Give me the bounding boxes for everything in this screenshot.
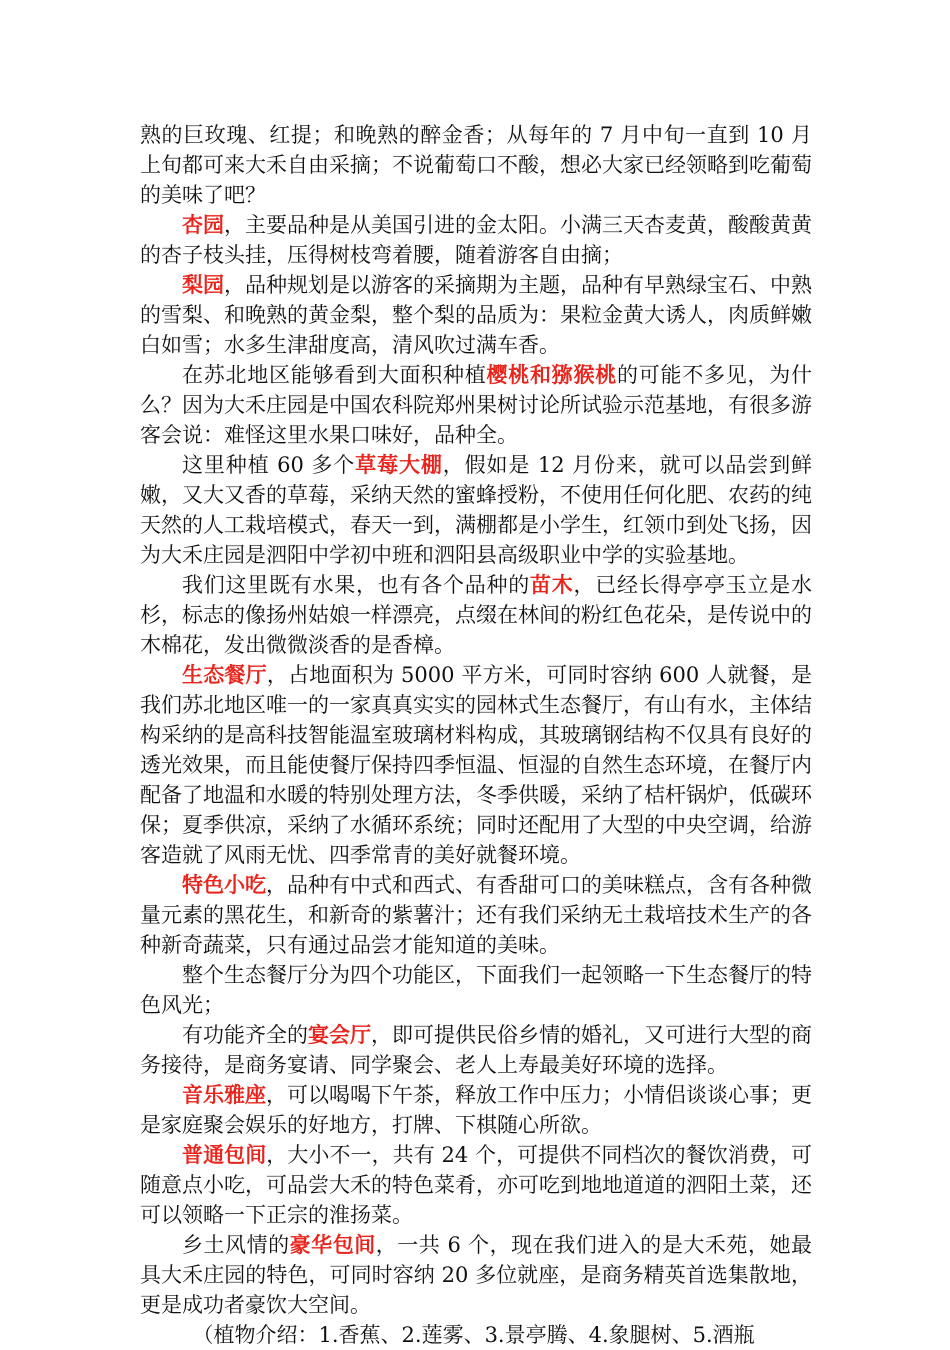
paragraph-text: ，品种规划是以游客的采摘期为主题，品种有早熟绿宝石、中熟的雪梨、和晚熟的黄金梨，整个梨的品质为：果粒金黄大诱人，肉质鲜嫩白如雪；水多生津甜度高，清风吹过满车香。 [140, 273, 812, 357]
highlight-nursery: 苗木 [530, 572, 574, 597]
highlight-music-lounge: 音乐雅座 [182, 1082, 266, 1107]
paragraph-text: 有功能齐全的 [182, 1023, 308, 1047]
paragraph-text: 熟的巨玫瑰、红提；和晚熟的醉金香；从每年的 7 月中旬一直到 10 月上旬都可来大禾自由采摘；不说葡萄口不酸，想必大家已经领略到吃葡萄的美味了吧？ [140, 123, 812, 207]
paragraph-luxury-rooms [140, 1230, 812, 1320]
paragraph-text: 在苏北地区能够看到大面积种植 [182, 363, 487, 387]
paragraph-snacks [140, 870, 812, 960]
paragraph-text: 整个生态餐厅分为四个功能区，下面我们一起领略一下生态餐厅的特色风光； [140, 963, 812, 1017]
highlight-banquet-hall: 宴会厅 [308, 1022, 371, 1047]
document-body [140, 120, 812, 1350]
highlight-cherry-kiwi: 樱桃和猕猴桃 [486, 362, 617, 387]
paragraph-plant-intro [140, 1320, 812, 1350]
paragraph-text: ，占地面积为 5000 平方米，可同时容纳 600 人就餐，是我们苏北地区唯一的一家真真实实的园林式生态餐厅，有山有水，主体结构采纳的是高科技智能温室玻璃材料构成，其玻璃钢结构不仅具有良好的透光效果，而且能使餐厅保持四季恒温、恒湿的自然生态环境，在餐厅内配备了地温和水暖的特别处理方法，冬季供暖，采纳了桔杆锅炉，低碳环保；夏季供凉，采纳了水循环系统；同时还配用了大型的中央空调，给游客造就了风雨无忧、四季常青的美好就餐环境。 [140, 663, 812, 867]
paragraph-pear-garden [140, 270, 812, 360]
highlight-snacks: 特色小吃 [182, 872, 266, 897]
highlight-pear-garden: 梨园 [182, 272, 224, 297]
paragraph-banquet-hall [140, 1020, 812, 1080]
paragraph-text: ，一共 6 个，现在我们进入的是大禾苑，她最具大禾庄园的特色，可同时容纳 20 多位就座，是商务精英首选集散地，更是成功者豪饮大空间。 [140, 1233, 812, 1317]
paragraph-nursery [140, 570, 812, 660]
paragraph-eco-restaurant [140, 660, 812, 870]
highlight-strawberry-greenhouse: 草莓大棚 [355, 452, 443, 477]
paragraph-text: ，主要品种是从美国引进的金太阳。小满三天杏麦黄，酸酸黄黄的杏子枝头挂，压得树枝弯着腰，随着游客自由摘； [140, 213, 812, 267]
paragraph-text: ，假如是 12 月份来，就可以品尝到鲜嫩，又大又香的草莓，采纳天然的蜜蜂授粉，不使用任何化肥、农药的纯天然的人工栽培模式，春天一到，满棚都是小学生，红领巾到处飞扬，因为大禾庄园是泗阳中学初中班和泗阳县高级职业中学的实验基地。 [140, 453, 813, 567]
paragraph-text: 的可能不多见，为什么？因为大禾庄园是中国农科院郑州果树讨论所试验示范基地，有很多游客会说：难怪这里水果口味好，品种全。 [140, 363, 812, 447]
paragraph-function-areas [140, 960, 812, 1020]
paragraph-text: ，可以喝喝下午茶，释放工作中压力；小情侣谈谈心事；更是家庭聚会娱乐的好地方，打牌、下棋随心所欲。 [140, 1083, 812, 1137]
highlight-apricot-garden: 杏园 [182, 212, 224, 237]
paragraph-music-lounge [140, 1080, 812, 1140]
paragraph-grape-continued [140, 120, 812, 210]
highlight-eco-restaurant: 生态餐厅 [182, 662, 267, 687]
paragraph-text: （植物介绍：1.香蕉、2.莲雾、3.景亭腾、4.象腿树、5.酒瓶 [192, 1323, 755, 1347]
paragraph-text: 我们这里既有水果，也有各个品种的 [182, 573, 530, 597]
paragraph-apricot-garden [140, 210, 812, 270]
paragraph-text: 乡土风情的 [182, 1233, 290, 1257]
paragraph-strawberry-greenhouse [140, 450, 812, 570]
paragraph-text: ，已经长得亭亭玉立是水杉，标志的像扬州姑娘一样漂亮，点缀在林间的粉红色花朵，是传说中的木棉花，发出微微淡香的是香樟。 [140, 573, 812, 657]
highlight-luxury-rooms: 豪华包间 [289, 1232, 376, 1257]
paragraph-text: ，即可提供民俗乡情的婚礼，又可进行大型的商务接待，是商务宴请、同学聚会、老人上寿最美好环境的选择。 [140, 1023, 812, 1077]
highlight-private-rooms: 普通包间 [182, 1142, 267, 1167]
paragraph-private-rooms [140, 1140, 812, 1230]
paragraph-text: ，品种有中式和西式、有香甜可口的美味糕点，含有各种微量元素的黑花生，和新奇的紫薯汁；还有我们采纳无土栽培技术生产的各种新奇蔬菜，只有通过品尝才能知道的美味。 [140, 873, 812, 957]
paragraph-text: ，大小不一，共有 24 个，可提供不同档次的餐饮消费，可随意点小吃，可品尝大禾的特色菜肴，亦可吃到地地道道的泗阳土菜，还可以领略一下正宗的淮扬菜。 [140, 1143, 812, 1227]
paragraph-cherry-kiwi [140, 360, 812, 450]
paragraph-text: 这里种植 60 多个 [182, 453, 356, 477]
